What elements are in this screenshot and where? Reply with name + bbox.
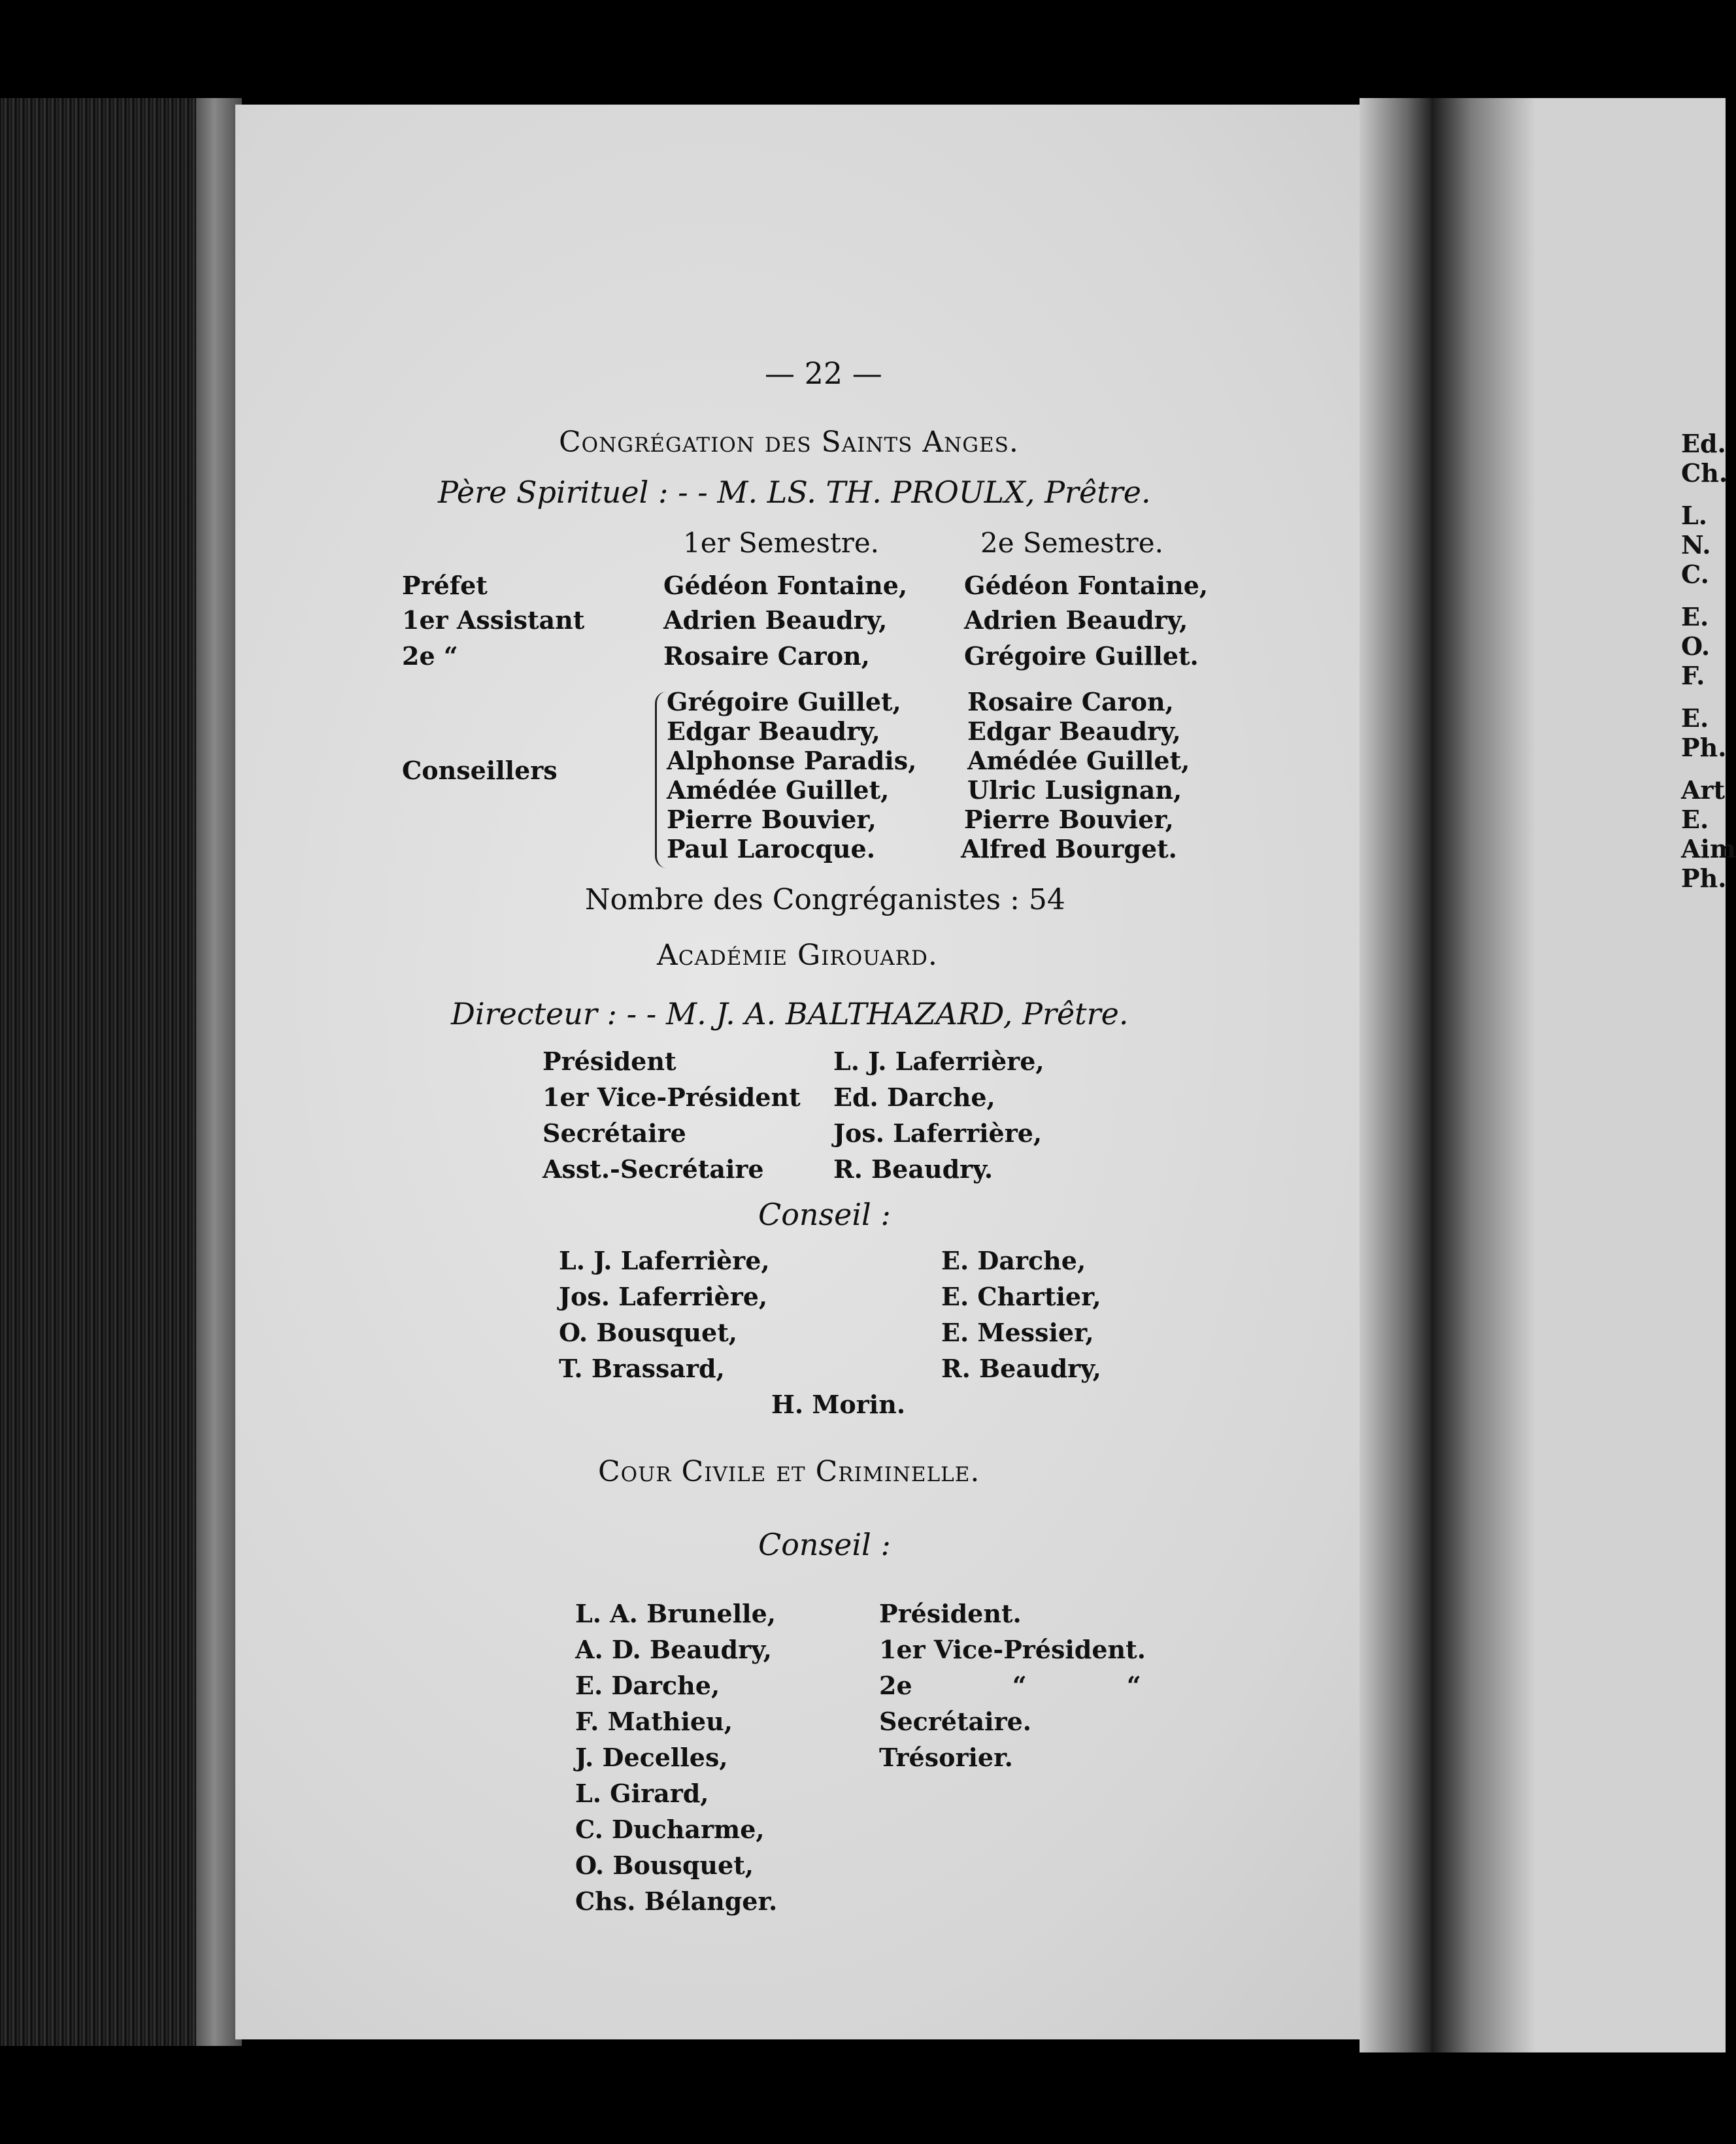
sem2-assistant-1: Adrien Beaudry, [964,605,1188,635]
sem2-conseiller: Alfred Bourget. [961,834,1177,863]
officer-name: R. Beaudry. [833,1154,993,1184]
sem2-assistant-2: Grégoire Guillet. [964,641,1199,671]
sem1-assistant-1: Adrien Beaudry, [663,605,888,635]
academie-conseil-member: E. Messier, [941,1318,1094,1347]
sem1-assistant-2: Rosaire Caron, [663,641,870,671]
officer-role: Secrétaire [542,1118,686,1148]
section-title-cour: Cour Civile et Criminelle. [598,1455,980,1488]
page-number: — 22 — [765,356,882,391]
sem2-conseiller: Amédée Guillet, [967,746,1190,775]
cour-role: Président. [879,1599,1022,1628]
officer-name: Ed. Darche, [833,1082,995,1112]
right-page-fragment: N. [1681,530,1711,560]
sem1-conseiller: Grégoire Guillet, [667,687,901,716]
directeur-line: Directeur : - - M. J. A. BALTHAZARD, Prêtre. [451,996,1129,1031]
sem1-conseiller: Alphonse Paradis, [667,746,917,775]
right-page-fragment: L. [1681,501,1707,530]
academie-conseil-member: O. Bousquet, [559,1318,737,1347]
book-gutter [1360,98,1438,2052]
sem2-conseiller: Rosaire Caron, [967,687,1174,716]
right-page [1431,98,1726,2052]
cour-role: 2e “ “ [879,1671,1141,1700]
role-assistant-1: 1er Assistant [402,605,585,635]
academie-conseil-member: T. Brassard, [559,1354,725,1383]
role-assistant-2: 2e “ [402,641,458,671]
section-title-academie: Académie Girouard. [657,939,938,972]
cour-member: J. Decelles, [575,1743,728,1772]
sem2-prefet: Gédéon Fontaine, [964,571,1209,600]
cour-member: C. Ducharme, [575,1815,765,1844]
cour-member: Chs. Bélanger. [575,1886,778,1916]
academie-conseil-member: R. Beaudry, [941,1354,1101,1383]
officer-name: L. J. Laferrière, [833,1047,1044,1076]
cour-conseil-label: Conseil : [758,1527,891,1562]
right-page-fragment: Ed. [1681,429,1726,458]
right-page-fragment: F. [1681,661,1705,690]
cour-member: O. Bousquet, [575,1851,754,1880]
cour-member: E. Darche, [575,1671,720,1700]
academie-conseil-member: E. Darche, [941,1246,1086,1275]
right-page-fragment: E. [1681,805,1709,834]
academie-conseil-label: Conseil : [758,1197,891,1232]
right-page-fragment: E. [1681,602,1709,631]
right-page-fragment: Ph. [1681,863,1727,893]
cour-member: A. D. Beaudry, [575,1635,772,1664]
academie-conseil-member: L. J. Laferrière, [559,1246,770,1275]
section-title-congregation: Congrégation des Saints Anges. [559,426,1019,459]
left-page [235,105,1425,2039]
role-prefet: Préfet [402,571,488,600]
sem1-conseiller: Paul Larocque. [667,834,875,863]
cour-role: Secrétaire. [879,1707,1031,1736]
cour-role: 1er Vice-Président. [879,1635,1146,1664]
right-page-fragment: E. [1681,703,1709,733]
sem1-conseiller: Edgar Beaudry, [667,716,880,746]
officer-role: Président [542,1047,676,1076]
role-conseillers: Conseillers [402,756,558,785]
congreganistes-count: Nombre des Congréganistes : 54 [585,883,1065,916]
right-page-fragment: Aim [1681,834,1736,863]
sem1-conseiller: Pierre Bouvier, [667,805,876,834]
officer-role: 1er Vice-Président [542,1082,801,1112]
sem2-conseiller: Pierre Bouvier, [964,805,1174,834]
sem1-conseiller: Amédée Guillet, [667,775,890,805]
right-page-fragment: Ch. [1681,458,1728,488]
cour-role: Trésorier. [879,1743,1013,1772]
semester-2-heading: 2e Semestre. [980,527,1163,559]
cour-member: L. A. Brunelle, [575,1599,776,1628]
academie-conseil-member: Jos. Laferrière, [559,1282,768,1311]
right-page-fragment: O. [1681,631,1711,661]
sem1-prefet: Gédéon Fontaine, [663,571,908,600]
pere-spirituel-line: Père Spirituel : - - M. LS. TH. PROULX, Prêtre. [438,475,1151,510]
officer-role: Asst.-Secrétaire [542,1154,764,1184]
right-page-fragment: Ph. [1681,733,1727,762]
cour-member: F. Mathieu, [575,1707,733,1736]
academie-conseil-member: E. Chartier, [941,1282,1101,1311]
sem2-conseiller: Edgar Beaudry, [967,716,1181,746]
cour-member: L. Girard, [575,1779,709,1808]
officer-name: Jos. Laferrière, [833,1118,1043,1148]
semester-1-heading: 1er Semestre. [683,527,880,559]
right-page-fragment: Art [1681,775,1726,805]
right-page-fragment: C. [1681,560,1709,589]
sem2-conseiller: Ulric Lusignan, [967,775,1182,805]
academie-conseil-member: H. Morin. [771,1390,906,1419]
